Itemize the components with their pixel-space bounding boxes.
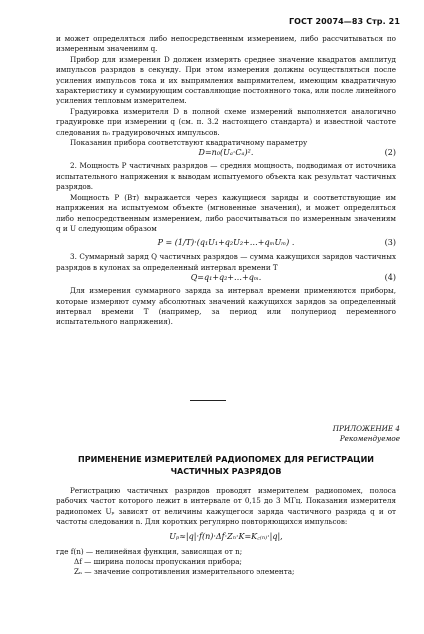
legend-bandwidth: Δf — ширина полосы пропускания прибора; (74, 557, 242, 567)
formula-4 (56, 273, 396, 286)
formula-text: Q=q₁+q₂+…+qₘ. (190, 273, 262, 283)
paragraph-calibration: Градуировка измерителя D в полной схеме измерений выполняется аналогично градуировке при измерении q (см. п. 3.2 настоящего стандарта) и известной частоте следования n₀ градуировочных импульсов. (56, 106, 396, 137)
appendix-label (333, 424, 400, 445)
formula-text: P = (1/T)·(q₁U₁+q₂U₂+…+qₘUₘ) . (157, 238, 295, 248)
formula-number: (2) (384, 148, 396, 158)
paragraph-readings: Показания прибора соответствуют квадратичному параметру (70, 138, 308, 148)
formula-2 (56, 148, 396, 161)
section-2-detail: Мощность P (Вт) выражается через кажущиеся заряды и соответствующие им напряжения на испытуемом объекте (мгновенные значения), и может определяться либо непосредственным измерением, либо рассчитываться по измеренным значениям q и U следующим образом (56, 192, 396, 233)
line: и может определяться либо непосредственным измерением, либо рассчитываться (56, 34, 384, 43)
formula-number: (3) (384, 238, 396, 248)
formula-up (56, 532, 396, 547)
paragraph-meter-d: Прибор для измерения D должен измерять среднее значение квадратов амплитуд импульсов разрядов в секунду. При этом измерения должны осуществляться после усиления импульсов тока и их выпрямления выпрямителем, имеющим квадратичную характеристику и суммирующим составляющие постоянного тока, или после линейного усиления тепловым измерителем. (56, 54, 396, 106)
paragraph-registration: Регистрацию частичных разрядов проводят измерителем радиопомех, полоса рабочих частот которого лежит в интервале от 0,15 до 3 МГц. Показания измерителя радиопомех Uₚ зависят от величины кажущегося заряда частичного разряда q и от частоты следования n. Для коротких регулярно повторяющихся импульсов: (56, 486, 396, 527)
line: по измеренным значениям q. (56, 34, 396, 54)
appendix-subtitle: Рекомендуемое (339, 434, 400, 444)
lower-text-block (56, 486, 396, 578)
legend-f: где f(n) — нелинейная функция, зависящая от n; (56, 546, 243, 556)
section-3-definition: 3. Суммарный заряд Q частичных разрядов — сумма кажущихся зарядов частичных разрядов в кулонах за определенный интервал времени T (56, 252, 396, 272)
paragraph-continuation (56, 34, 396, 55)
upper-text-block (56, 34, 396, 328)
appendix-title: ПРИЛОЖЕНИЕ 4 (332, 424, 400, 433)
legend-impedance: Zₙ — значение сопротивления измерительного элемента; (74, 567, 295, 577)
formula-text: D=n₀(Uₐ·Cₐ)². (198, 148, 254, 158)
section-divider (190, 400, 226, 401)
section-heading: ПРИМЕНЕНИЕ ИЗМЕРИТЕЛЕЙ РАДИОПОМЕХ ДЛЯ РЕГИСТРАЦИИ ЧАСТИЧНЫХ РАЗРЯДОВ (78, 455, 374, 476)
section-3-detail: Для измерения суммарного заряда за интервал времени применяются приборы, которые измеряют сумму абсолютных значений кажущихся зарядов за определенный интервал времени T (например, за период или полупериод переменного испытательного напряжения). (56, 286, 396, 327)
page-header: ГОСТ 20074—83 Стр. 21 (288, 17, 400, 26)
formula-text: Uₚ≈|q|·f(n)·Δf·Zₙ·K=K꜀₍ₙ₎·|q|, (169, 531, 283, 541)
section-2-definition: 2. Мощность P частичных разрядов — средняя мощность, подводимая от источника испытательного напряжения к выводам испытуемого объекта как результат частичных разрядов. (56, 161, 396, 192)
formula-3 (56, 234, 396, 252)
formula-number: (4) (384, 273, 396, 283)
